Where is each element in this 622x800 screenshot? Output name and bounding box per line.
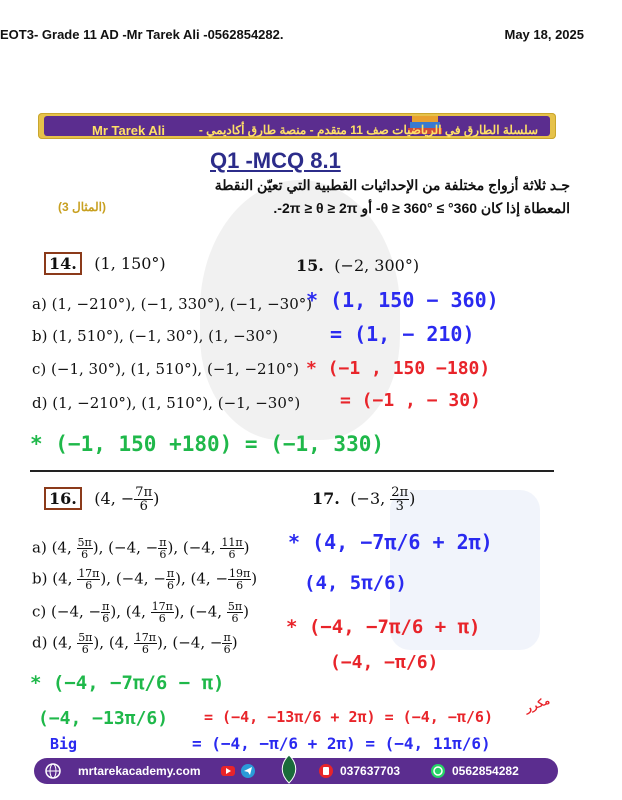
logo-icon	[278, 754, 300, 784]
q16-hw-blue-3: = (−4, −π/6 + 2π) = (−4, 11π/6)	[192, 734, 491, 753]
q16-number: 16.	[44, 487, 82, 510]
option-label: d)	[32, 633, 48, 652]
option-label: c)	[32, 360, 47, 378]
q16-hw-red-1: * (−4, −7π/6 + π)	[286, 616, 481, 638]
header-left: EOT3- Grade 11 AD -Mr Tarek Ali -0562854282.	[0, 27, 284, 42]
option-text: (1, −210°), (1, 510°), (−1, −30°)	[52, 394, 301, 412]
option-label: d)	[32, 394, 48, 412]
q16-option-b[interactable]: b) (4, $\frac{17\pi}{6}$ ), (−4, − $\frac{\pi}{6}$ ), (4, − $\frac{19\pi}{6}$ )	[32, 567, 258, 592]
q14-hw-blue-2: = (1, − 210)	[330, 322, 475, 346]
option-label: a)	[32, 295, 47, 313]
option-text: (1, −210°), (−1, 330°), (−1, −30°)	[51, 295, 313, 313]
whatsapp-icon[interactable]	[430, 763, 446, 779]
telegram-icon[interactable]	[240, 763, 256, 779]
footer-website[interactable]: mrtarekacademy.com	[78, 764, 201, 778]
page-title: Q1 -MCQ 8.1	[210, 148, 341, 173]
footer-phone-1[interactable]: 037637703	[340, 764, 401, 778]
q15-header	[296, 256, 419, 276]
instruction-line1: جـد ثلاثة أزواج مختلفة من الإحداثيات القطبية التي تعيّن النقطة	[214, 177, 570, 193]
q16-option-c[interactable]: c) (−4, − $\frac{\pi}{6}$ ), (4, $\frac{17\pi}{6}$ ), (−4, $\frac{5\pi}{6}$ )	[32, 600, 249, 625]
q14-hw-red-2: = (−1 , − 30)	[340, 390, 481, 411]
q15-point: (−2, 300°)	[334, 256, 420, 275]
q15-number: 15.	[296, 256, 324, 275]
banner-series: سلسلة الطارق في الرياضيات صف 11 متقدم - منصة طارق أكاديمي -	[198, 123, 538, 137]
q14-option-b[interactable]	[32, 327, 278, 345]
example-ref: (المثال 3)	[58, 200, 106, 214]
globe-icon	[44, 762, 72, 780]
q16-hw-green-1: * (−4, −7π/6 − π)	[30, 672, 225, 694]
q14-hw-red-1: * (−1 , 150 −180)	[306, 358, 491, 379]
banner-author: Mr Tarek Ali	[92, 123, 165, 138]
q14-number: 14.	[44, 252, 82, 275]
q16-hw-green-2: (−4, −13π/6)	[38, 708, 169, 729]
q17-number: 17.	[312, 489, 340, 508]
q16-hw-red-2: (−4, −π/6)	[330, 652, 439, 673]
q17-header	[312, 486, 415, 513]
instruction-line2: المعطاة إذا كان 360° ≥ θ ≥ 360°- أو 2π ≥ θ ≥ 2π-.	[273, 200, 570, 216]
q14-header	[44, 254, 166, 274]
q16-hw-blue-1: * (4, −7π/6 + 2π)	[288, 530, 493, 554]
q14-option-d[interactable]	[32, 394, 300, 412]
q16-header	[44, 486, 159, 513]
q16-hw-blue-2: (4, 5π/6)	[304, 572, 407, 594]
q16-point: (4, − $\frac{7\pi}{6}$ )	[94, 485, 160, 514]
q16-hw-note: مكرر	[522, 693, 552, 716]
youtube-icon[interactable]	[220, 763, 236, 779]
option-label: a)	[32, 538, 47, 557]
option-label: b)	[32, 569, 48, 588]
q17-point: (−3, $\frac{2\pi}{3}$ )	[350, 485, 416, 514]
q14-option-a[interactable]	[32, 295, 312, 313]
q16-option-d[interactable]: d) (4, $\frac{5\pi}{6}$ ), (4, $\frac{17\pi}{6}$ ), (−4, − $\frac{\pi}{6}$ )	[32, 631, 238, 656]
footer-phone-2[interactable]: 0562854282	[452, 764, 519, 778]
option-label: b)	[32, 327, 48, 345]
q16-hw-red-3: = (−4, −13π/6 + 2π) = (−4, −π/6)	[204, 708, 493, 726]
header-date: May 18, 2025	[504, 27, 584, 42]
q14-hw-green: * (−1, 150 +180) = (−1, 330)	[30, 432, 385, 456]
phone-icon[interactable]	[318, 763, 334, 779]
q16-hw-big: Big	[50, 735, 78, 753]
title-banner	[38, 113, 556, 139]
option-label: c)	[32, 602, 47, 621]
option-text: (1, 510°), (−1, 30°), (1, −30°)	[52, 327, 279, 345]
section-divider	[30, 470, 554, 472]
q14-option-c[interactable]	[32, 360, 299, 378]
q16-option-a[interactable]: a) (4, $\frac{5\pi}{6}$ ), (−4, − $\frac{\pi}{6}$ ), (−4, $\frac{11\pi}{6}$ )	[32, 536, 250, 561]
footer-bar	[34, 758, 558, 784]
option-text: (−1, 30°), (1, 510°), (−1, −210°)	[51, 360, 300, 378]
q14-hw-blue-1: * (1, 150 − 360)	[306, 288, 499, 312]
q14-point: (1, 150°)	[94, 254, 166, 273]
